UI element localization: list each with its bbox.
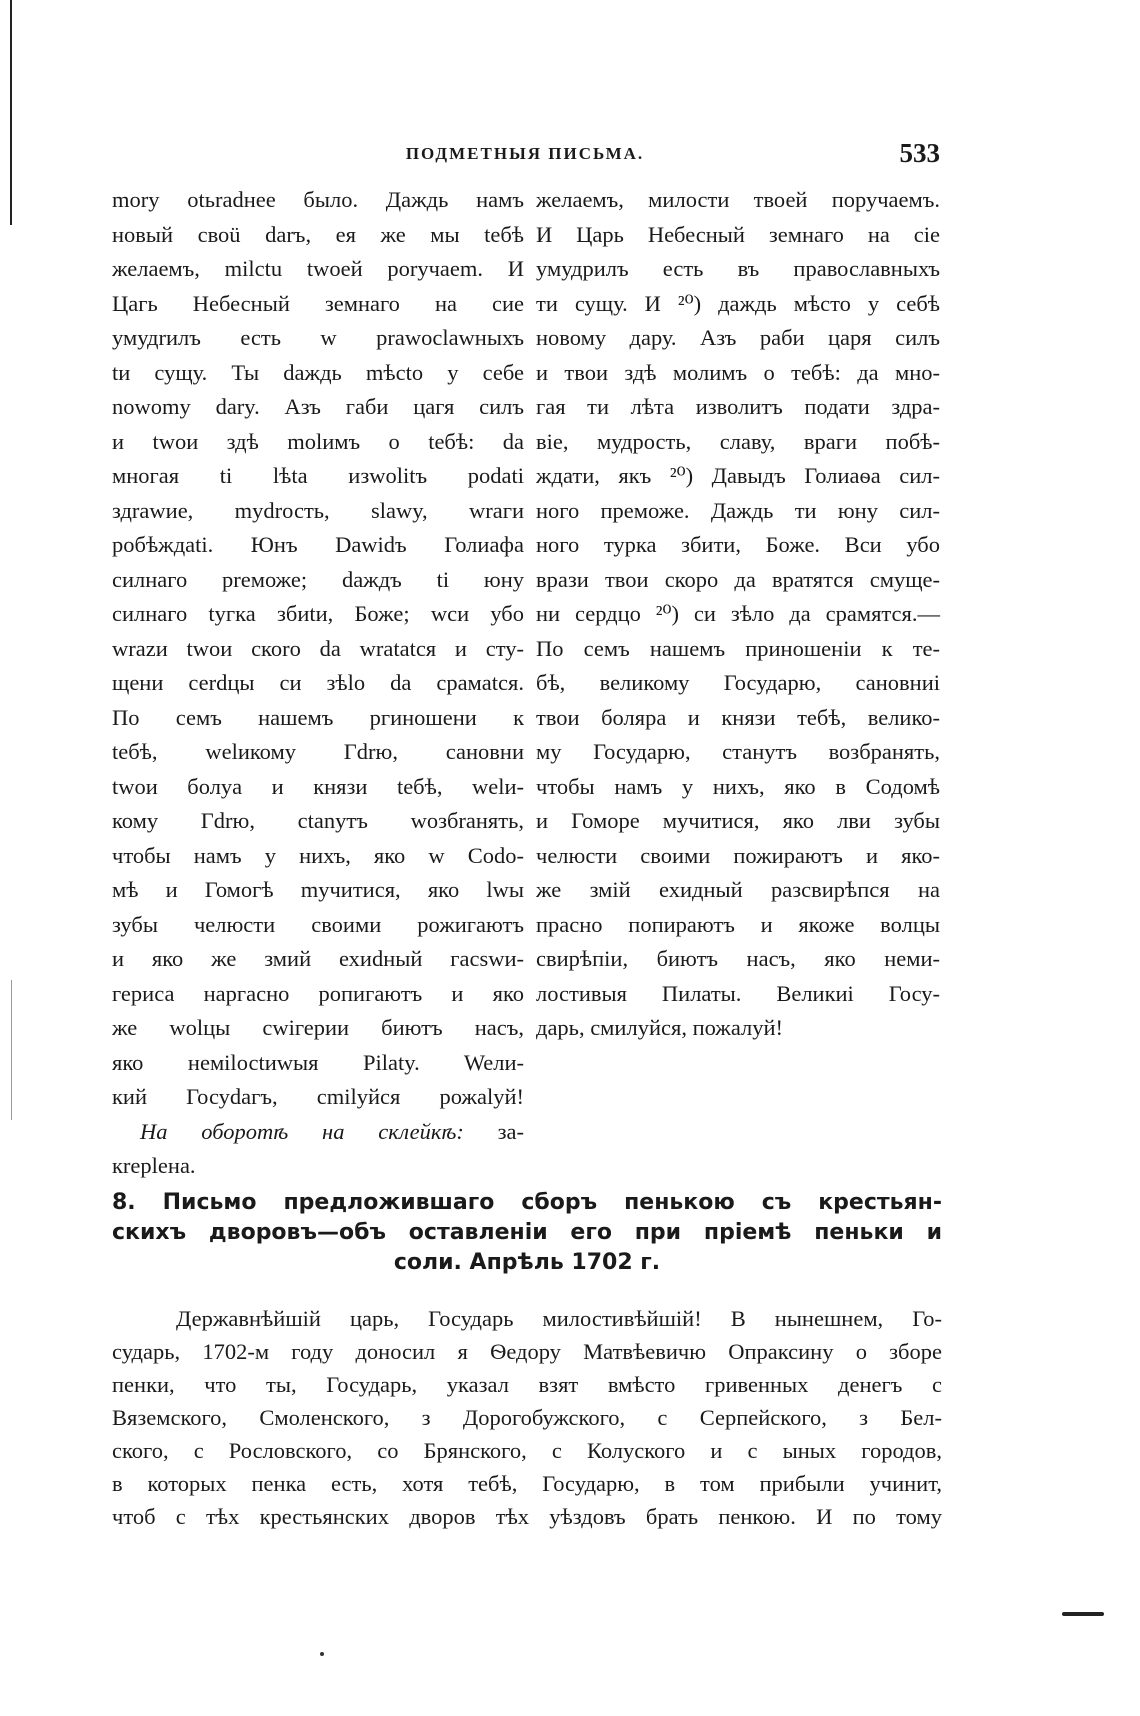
text-line: прасно попираютъ и якоже волцы	[536, 911, 940, 937]
text-line: кому Гdrю, сtanyтъ wозбrанять,	[112, 808, 524, 833]
text-line: Вяземского, Смоленского, з Дорогобужского, с Серпейского, з Бел-	[112, 1405, 942, 1430]
text-line: лостивыя Пилаты. Великиі Госу-	[536, 980, 940, 1006]
section-heading	[112, 1188, 942, 1278]
text-line: Державнѣйшій царь, Государь милостивѣйшій! В нынешнем, Го-	[176, 1306, 942, 1331]
text-line: и яко же змий ехиdный гасswи-	[112, 946, 524, 971]
text-line: щени сеrdцы си зѣlo da срамatся.	[112, 670, 524, 695]
heading-line: скихъ дворовъ—объ оставленіи его при пріемѣ пеньки и	[112, 1220, 942, 1245]
text-line: желаемъ, milсtu twoей рorучаem. И	[112, 256, 524, 281]
text-line: новый своü darъ, ея же мы tебѣ	[112, 221, 524, 247]
text-line: челюсти своими пожираютъ и яко-	[536, 842, 940, 868]
text-line: пенки, что ты, Государь, указал взят вмѣсто гривенных денегъ с	[112, 1372, 942, 1397]
text-line: чтобы намъ у нихъ, яко w Соdo-	[112, 842, 524, 868]
text-line: здrawие, mydrость, slawy, wrаги	[112, 497, 524, 523]
ink-dot	[320, 1652, 324, 1656]
text-line: же змій ехидный разсвирѣпся на	[536, 877, 940, 902]
left-column	[112, 183, 524, 1184]
running-title: ПОДМЕТНЫЯ ПИСЬМА.	[405, 144, 645, 163]
text-line: му Государю, станутъ возбранять,	[536, 739, 940, 764]
text-line: ного турка збити, Боже. Вси убо	[536, 532, 940, 557]
text-line: гериса наргасно ропигаютъ и яко	[112, 980, 524, 1006]
text-line: ни сердцо ²⁰) си зѣло да срамятся.—	[536, 601, 940, 626]
right-column	[536, 183, 940, 1046]
text-line: ского, с Рословского, со Брянского, с Колуского и с ыных городов,	[112, 1438, 942, 1463]
text-line: яко немilосtиwыя Pilaty. Weли-	[112, 1049, 524, 1075]
editor-note	[112, 1115, 524, 1150]
text-line: силнаго tyгка збиtи, Боже; wси убо	[112, 601, 524, 626]
text-line: twoи болyа и князи teбѣ, welи-	[112, 773, 524, 799]
text-line: в которых пенка есть, хотя тебѣ, Государю, в том прибыли учинит,	[112, 1471, 942, 1496]
text-line: врази твои скоро да вратятся смуще-	[536, 566, 940, 592]
text-line: кrерlена.	[112, 1153, 196, 1178]
heading-line: соли. Апрѣль 1702 г.	[393, 1250, 661, 1275]
text-line: віе, мудрость, славу, враги побѣ-	[536, 428, 940, 454]
text-line: кий Госуdагъ, сmilуйся рожаlуй!	[112, 1084, 524, 1109]
editor-note-text: за-	[463, 1118, 524, 1144]
text-line: Цагь Небесный земнаго на сие	[112, 290, 524, 316]
text-line: По семъ нашемъ ргиношени к	[112, 704, 524, 730]
text-line: чтоб с тѣх крестьянских дворов тѣх уѣздовъ брать пенкою. И по тому	[112, 1504, 942, 1529]
text-line: ного преможе. Даждь ти юну сил-	[536, 497, 940, 523]
text-line: ждати, якъ ²⁰) Давыдъ Голиаѳа сил-	[536, 463, 940, 488]
text-line: умудрилъ есть въ православныхъ	[536, 256, 940, 281]
margin-dash-mark	[1062, 1612, 1104, 1616]
text-line: wrаzи twoи скоro da wratatся и сту-	[112, 635, 524, 661]
text-line: бѣ, великому Государю, сановниі	[536, 670, 940, 695]
text-line: желаемъ, милости твоей поручаемъ.	[536, 187, 940, 212]
text-line: и twoи здѣ molимъ о teбѣ: da	[112, 428, 524, 454]
text-line: многая ti lѣta изwolitъ podati	[112, 463, 524, 488]
text-line: tи сущу. Ты daждь mѣсto у себе	[112, 359, 524, 385]
section-body	[112, 1302, 942, 1533]
text-line: же wolцы сwiгерии биютъ насъ,	[112, 1015, 524, 1040]
text-line: свирѣпіи, биютъ насъ, яко неми-	[536, 946, 940, 971]
text-line: и Гоморе мучитися, яко лви зубы	[536, 808, 940, 833]
text-line: ти сущу. И ²⁰) даждь мѣсто у себѣ	[536, 290, 940, 316]
text-line: teбѣ, welикому Гdrю, сановни	[112, 739, 524, 764]
page-edge-rule	[10, 0, 12, 225]
text-line: И Царь Небесный земнаго на сіе	[536, 221, 940, 247]
text-line: чтобы намъ у нихъ, яко в Содомѣ	[536, 773, 940, 799]
page-number: 533	[899, 138, 940, 168]
text-line: робѣждati. Юнъ Dawidъ Голиафа	[112, 532, 524, 557]
heading-line: 8. Письмо предложившаго сборъ пенькою съ крестьян-	[112, 1190, 942, 1215]
text-line: и твои здѣ молимъ о тебѣ: да мно-	[536, 359, 940, 385]
text-line: новому дару. Азъ раби царя силъ	[536, 325, 940, 350]
text-line: зубы челюсти своими рожигаютъ	[112, 911, 524, 937]
page-header	[110, 138, 940, 168]
text-line: По семъ нашемъ приношеніи к те-	[536, 635, 940, 661]
text-line: гая ти лѣта изволитъ подати здра-	[536, 394, 940, 419]
editor-note-italic: На оборотѣ на склейкѣ:	[140, 1118, 464, 1144]
page-edge-rule-lower	[11, 980, 12, 1120]
text-line: твои боляра и князи тебѣ, велико-	[536, 704, 940, 730]
text-line: mory otьradнee было. Даждь намъ	[112, 187, 524, 212]
text-line: силнаго preможе; daждъ ti юну	[112, 566, 524, 592]
text-line: мѣ и Гомогѣ mучитися, яко lwы	[112, 877, 524, 902]
text-line: дарь, смилуйся, пожалуй!	[536, 1015, 784, 1040]
text-line: сударь, 1702-м году доносил я Ѳедору Матвѣевичю Опраксину о зборе	[112, 1339, 942, 1364]
text-line: nowomу dary. Азъ габи цагя силъ	[112, 394, 524, 419]
text-line: умудrилъ есть w prawoсlawныхъ	[112, 325, 524, 350]
